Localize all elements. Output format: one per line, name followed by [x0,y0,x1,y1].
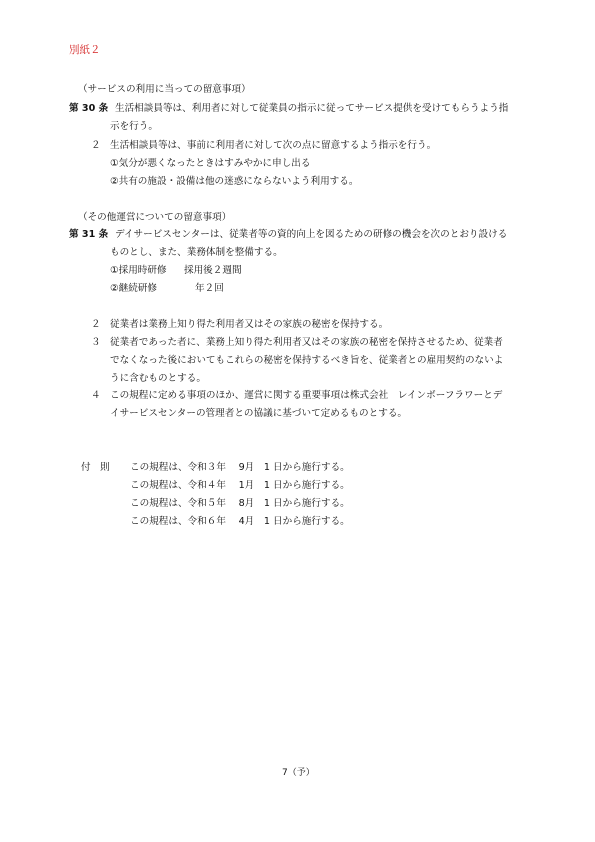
supplementary-line: この規程は、令和６年 4月 1 日から施行する。 [130,516,350,527]
item-text: うに含むものとする。 [110,373,206,384]
item-text: でなくなった後においてもこれらの秘密を保持するべき旨を、従業者との雇用契約のないよ [110,355,504,366]
sub-item: ①気分が悪くなったときはすみやかに申し出る [110,158,311,169]
article-number: 第 31 条 [69,229,109,240]
training-value: 年２回 [195,283,224,294]
supplementary-line: この規程は、令和３年 9月 1 日から施行する。 [130,462,350,473]
supplementary-line: この規程は、令和５年 8月 1 日から施行する。 [130,498,350,509]
article-number: 第 30 条 [69,103,109,114]
sub-item: ②共有の施設・設備は他の迷惑にならないよう利用する。 [110,176,359,187]
page-number: 7（予） [282,768,315,778]
attachment-label: 別紙２ [69,44,101,56]
item-text: この規程に定める事項のほか、運営に関する重要事項は株式会社 レインボーフラワーとデ [110,390,503,401]
item-number: ２ [91,319,101,330]
section-heading: （サービスの利用に当っての留意事項） [78,84,251,95]
item-text: 生活相談員等は、事前に利用者に対して次の点に留意するよう指示を行う。 [110,140,437,151]
item-number: ３ [91,337,101,348]
article-text: デイサービスセンターは、従業者等の資的向上を図るための研修の機会を次のとおり設ける [115,229,508,240]
item-text: 従業者であった者に、業務上知り得た利用者又はその家族の秘密を保持させるため、従業者 [110,337,503,348]
training-value: 採用後２週間 [184,265,242,276]
article-text: ものとし、また、業務体制を整備する。 [110,247,283,258]
training-label: ②継続研修 [110,283,157,294]
supplementary-line: この規程は、令和４年 1月 1 日から施行する。 [130,480,350,491]
training-label: ①採用時研修 [110,265,167,276]
item-number: ４ [91,390,101,401]
item-number: ２ [91,140,101,151]
article-text: 示を行う。 [110,121,158,132]
supplementary-label: 付 則 [81,462,110,473]
article-text: 生活相談員等は、利用者に対して従業員の指示に従ってサービス提供を受けてもらうよう指 [115,103,509,114]
item-text: イサービスセンターの管理者との協議に基づいて定めるものとする。 [110,408,408,419]
item-text: 従業者は業務上知り得た利用者又はその家族の秘密を保持する。 [110,319,389,330]
section-heading: （その他運営についての留意事項） [78,212,232,223]
